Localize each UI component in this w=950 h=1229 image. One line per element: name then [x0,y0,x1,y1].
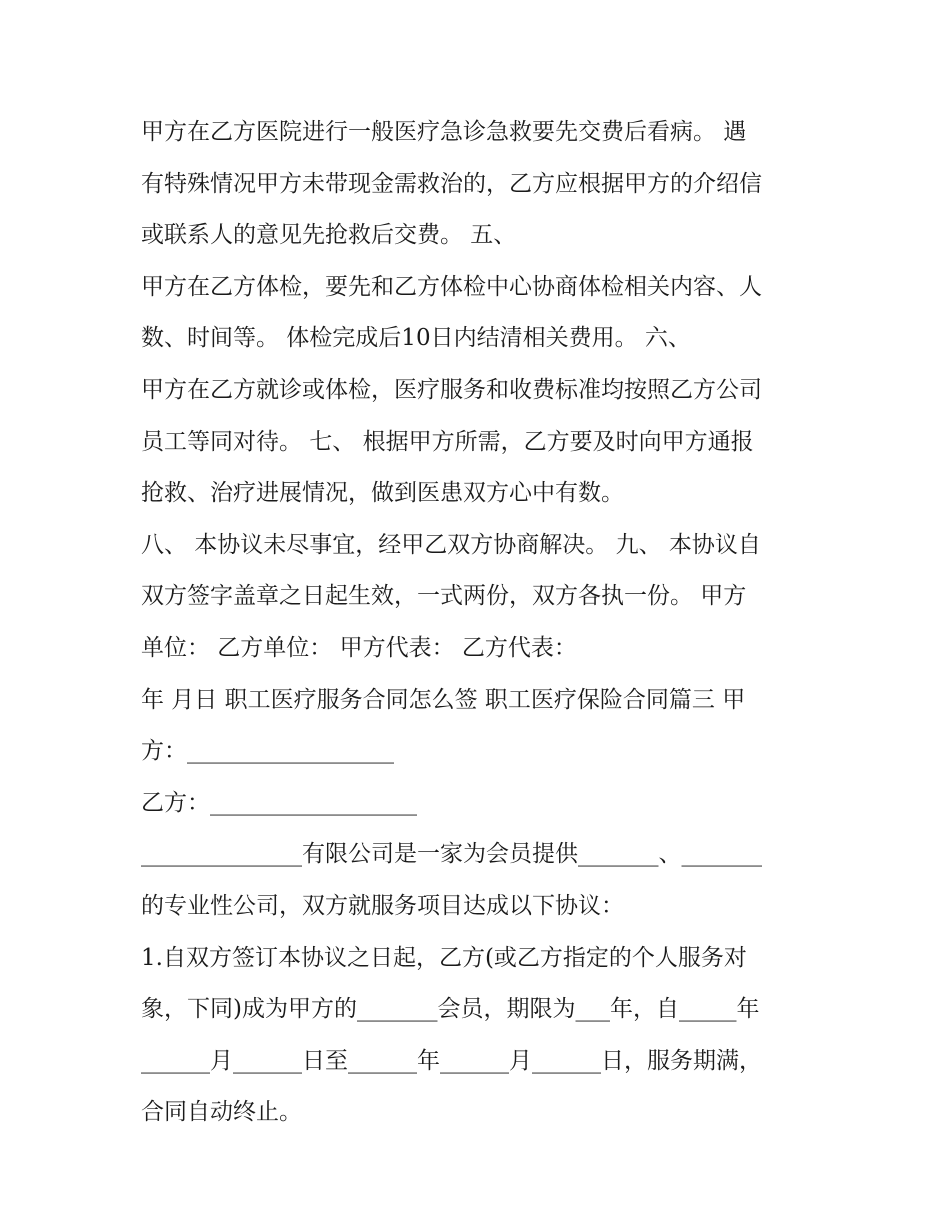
text-line-3: 或联系人的意见先抢救后交费。 五、 [141,222,517,249]
text-line-8: 抢救、治疗进展情况，做到医患双方心中有数。 [141,480,624,507]
contract-text [141,107,821,1139]
text-line-13: 方：__________________ [141,738,394,765]
text-line-20: 合同自动终止。 [141,1099,302,1126]
text-line-1: 甲方在乙方医院进行一般医疗急诊急救要先交费后看病。 遇 [141,119,747,145]
text-line-16: 的专业性公司，双方就服务项目达成以下协议： [141,892,624,919]
text-line-5: 数、时间等。 体检完成后10日内结清相关费用。 六、 [141,325,691,352]
text-line-18: 象，下同)成为甲方的_______会员，期限为___年，自_____年 [141,996,760,1023]
text-line-11: 单位： 乙方单位： 甲方代表： 乙方代表： [141,634,577,661]
text-line-2: 有特殊情况甲方未带现金需救治的，乙方应根据甲方的介绍信 [141,170,762,197]
text-line-12: 年 月日 职工医疗服务合同怎么签 职工医疗保险合同篇三 甲 [141,686,746,713]
text-line-17: 1.自双方签订本协议之日起，乙方(或乙方指定的个人服务对 [141,944,747,971]
text-line-9: 八、 本协议未尽事宜，经甲乙双方协商解决。 九、 本协议自 [141,531,761,558]
text-line-19: ______月______日至______年______月______日，服务期满， [141,1047,762,1074]
text-line-4: 甲方在乙方体检，要先和乙方体检中心协商体检相关内容、人 [141,273,762,300]
text-line-6: 甲方在乙方就诊或体检，医疗服务和收费标准均按照乙方公司 [141,376,762,403]
text-line-10: 双方签字盖章之日起生效，一式两份，双方各执一份。 甲方 [141,583,747,610]
text-line-7: 员工等同对待。 七、 根据甲方所需，乙方要及时向甲方通报 [141,428,754,455]
text-line-14: 乙方：__________________ [141,789,417,816]
text-line-15: ______________有限公司是一家为会员提供_______、_______ [141,841,762,868]
